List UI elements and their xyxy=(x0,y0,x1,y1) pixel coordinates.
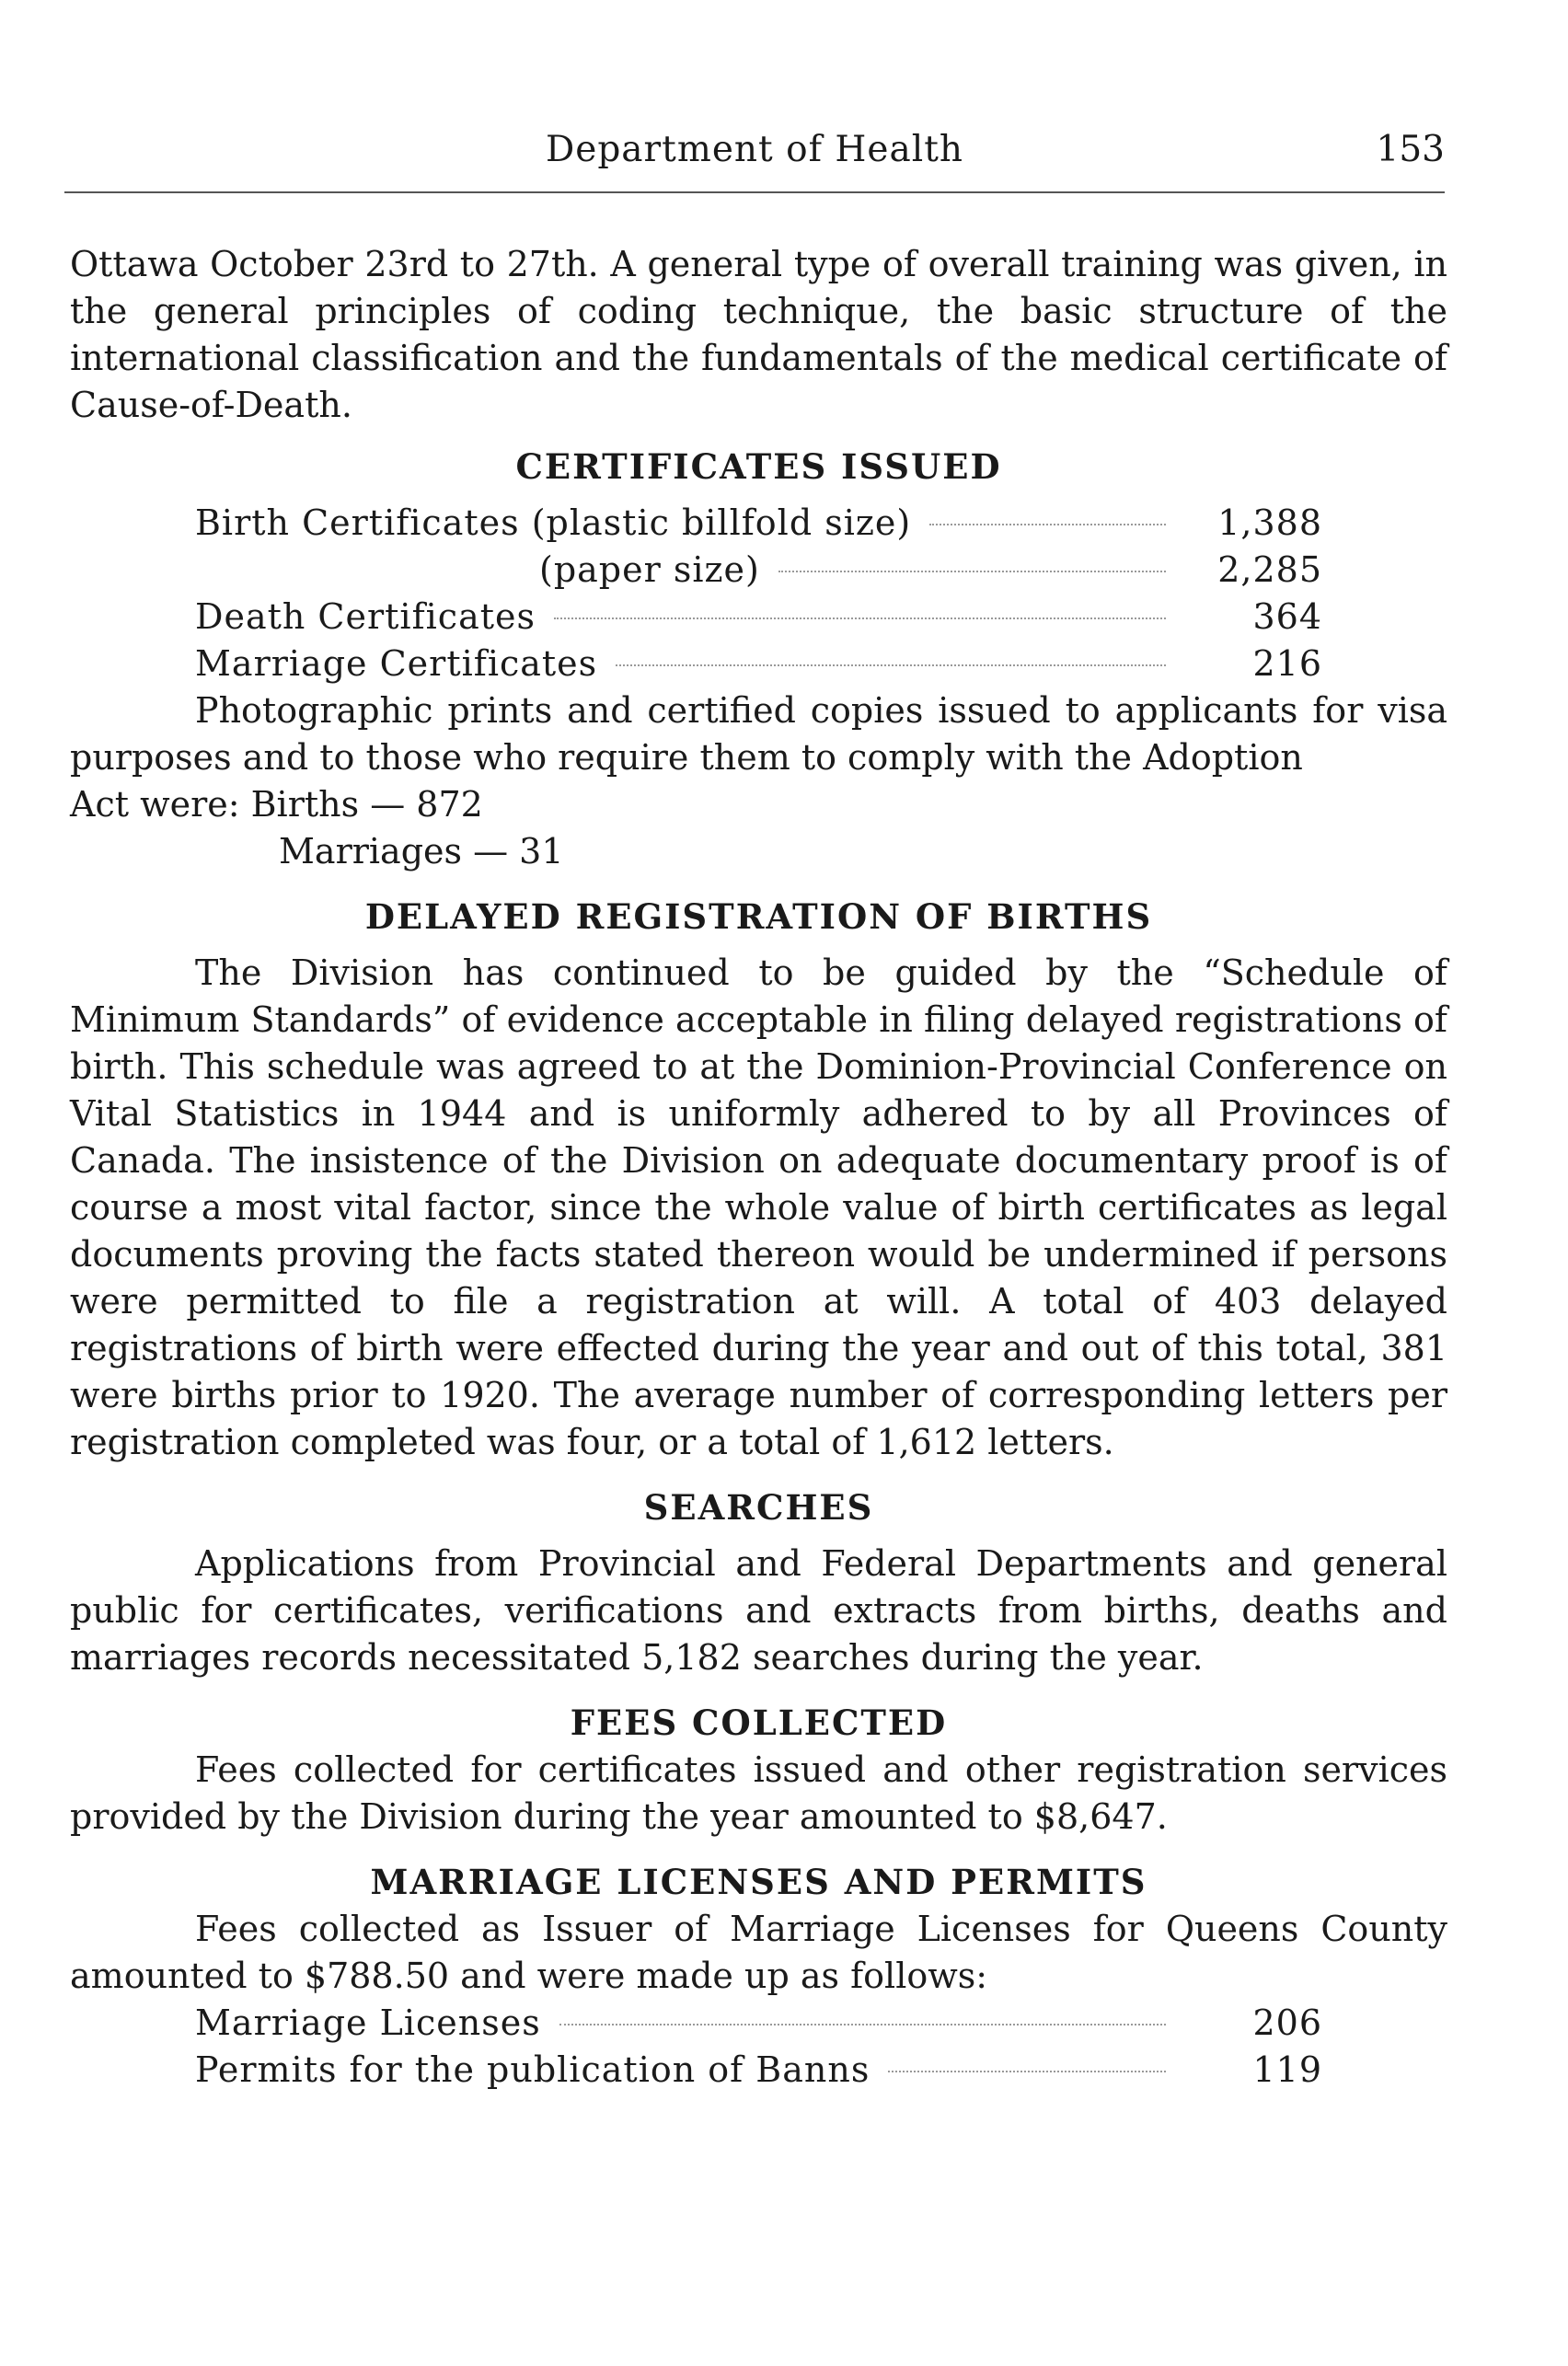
dot-leader xyxy=(888,2071,1166,2072)
fees-paragraph: Fees collected for certificates issued and other registration services provided by the Division during the year amounted to $8,647. xyxy=(70,1749,1447,1837)
births-count: Births — 872 xyxy=(250,784,483,825)
marriage-row xyxy=(70,2047,1447,2094)
searches-paragraph: Applications from Provincial and Federal Departments and general public for certificates, verifications and extracts from births, deaths and marriages records necessitated 5,182 searches during the year. xyxy=(70,1543,1447,1678)
row-value: 364 xyxy=(1252,596,1322,637)
marriages-count: Marriages — 31 xyxy=(279,831,564,871)
header-rule xyxy=(64,191,1445,193)
dot-leader xyxy=(778,571,1166,572)
intro-paragraph: Ottawa October 23rd to 27th. A general type of overall training was given, in the general principles of coding technique, the basic structure of the international classification and the fundamentals of the medical certificate of Cause-of-Death. xyxy=(70,244,1447,425)
fees-heading: FEES COLLECTED xyxy=(570,1702,948,1743)
acts-prefix: Act were: xyxy=(70,784,251,825)
acts-line xyxy=(70,781,1447,828)
certificate-row xyxy=(70,641,1447,687)
running-title: Department of Health xyxy=(545,129,964,170)
photo-prints-paragraph: Photographic prints and certified copies issued to applicants for visa purposes and to those who require them to comply with the Adoption xyxy=(70,690,1447,778)
page-number: 153 xyxy=(1376,129,1445,170)
row-label: Marriage Licenses xyxy=(195,2002,541,2043)
dot-leader xyxy=(616,664,1166,666)
row-value: 1,388 xyxy=(1217,502,1322,543)
row-label: Permits for the publication of Banns xyxy=(195,2049,870,2090)
dot-leader xyxy=(929,524,1166,525)
certificate-row xyxy=(70,547,1447,594)
row-label: (paper size) xyxy=(539,549,760,590)
page-content xyxy=(70,241,1447,2094)
row-label: Marriage Certificates xyxy=(195,643,598,684)
running-head xyxy=(64,129,1445,175)
row-label: Death Certificates xyxy=(195,596,536,637)
dot-leader xyxy=(554,617,1166,619)
certificates-heading: CERTIFICATES ISSUED xyxy=(515,446,1002,487)
marriage-row xyxy=(70,2000,1447,2047)
row-value: 119 xyxy=(1252,2049,1322,2090)
certificate-row xyxy=(70,500,1447,547)
row-value: 206 xyxy=(1252,2002,1322,2043)
marriage-table xyxy=(70,2000,1447,2094)
row-value: 2,285 xyxy=(1217,549,1322,590)
delayed-registration-paragraph: The Division has continued to be guided by the “Schedule of Minimum Standards” of evidence acceptable in filing delayed registrations of birth. This schedule was agreed to at the Dominion-Provincial Conference on Vital Statistics in 1944 and is uniformly adhered to by all Provinces of Canada. The insistence of the Division on adequate documentary proof is of course a most vital factor, since the whole value of birth certificates as legal documents proving the facts stated thereon would be undermined if persons were permitted to file a registration at will. A total of 403 delayed registrations of birth were effected during the year and out of this total, 381 were births prior to 1920. The average number of corresponding letters per registration completed was four, or a total of 1,612 letters. xyxy=(70,952,1447,1462)
delayed-registration-heading: DELAYED REGISTRATION OF BIRTHS xyxy=(364,896,1153,937)
marriage-licenses-heading: MARRIAGE LICENSES AND PERMITS xyxy=(370,1862,1147,1902)
searches-heading: SEARCHES xyxy=(643,1487,874,1528)
certificate-row xyxy=(70,594,1447,641)
row-value: 216 xyxy=(1252,643,1322,684)
dot-leader xyxy=(559,2024,1166,2026)
marriage-licenses-paragraph: Fees collected as Issuer of Marriage Licenses for Queens County amounted to $788.50 and were made up as follows: xyxy=(70,1909,1447,1996)
certificates-table xyxy=(70,500,1447,687)
row-label: Birth Certificates (plastic billfold size) xyxy=(195,502,912,543)
